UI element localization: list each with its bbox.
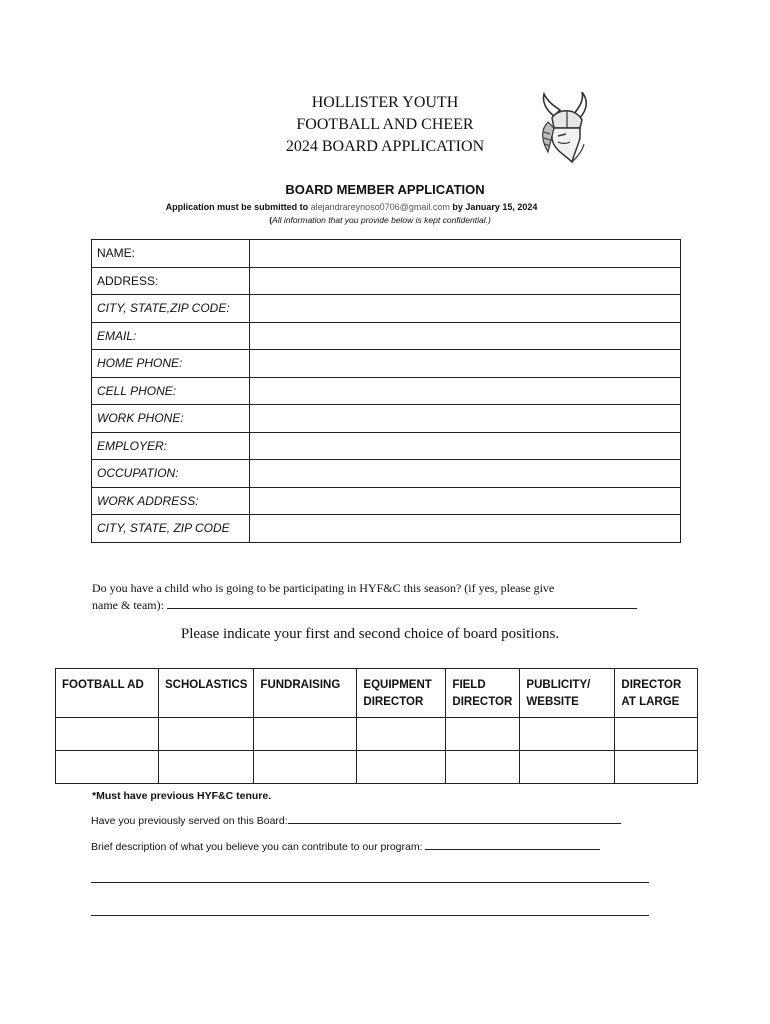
child-name-team-field[interactable] xyxy=(167,596,637,609)
choice-cell[interactable] xyxy=(254,751,357,784)
field-value-cell-phone[interactable] xyxy=(250,377,681,405)
choice-cell[interactable] xyxy=(159,718,254,751)
contribution-answer-line-1[interactable] xyxy=(91,882,649,883)
position-header-field-director xyxy=(446,669,520,718)
served-answer-field[interactable] xyxy=(288,813,621,824)
position-header-fundraising xyxy=(254,669,357,718)
served-question xyxy=(91,813,621,827)
choice-cell[interactable] xyxy=(446,751,520,784)
field-label-address: ADDRESS: xyxy=(92,267,250,295)
table-row xyxy=(92,460,681,488)
table-row xyxy=(92,405,681,433)
served-question-label: Have you previously served on this Board: xyxy=(91,815,288,827)
choice-cell[interactable] xyxy=(56,718,159,751)
contribution-question-label: Brief description of what you believe you can contribute to our program: xyxy=(91,841,423,853)
choice-row-2 xyxy=(56,751,698,784)
position-header-text: DIRECTOR xyxy=(363,696,424,708)
position-header-text: WEBSITE xyxy=(526,696,579,708)
field-value-work-phone[interactable] xyxy=(250,405,681,433)
field-value-home-phone[interactable] xyxy=(250,350,681,378)
table-row xyxy=(92,377,681,405)
contribution-answer-line-2[interactable] xyxy=(91,915,649,916)
viking-helmet-logo xyxy=(534,92,594,164)
choice-cell[interactable] xyxy=(615,718,698,751)
child-participation-question xyxy=(92,580,652,613)
position-header-director-at-large xyxy=(615,669,698,718)
choice-cell[interactable] xyxy=(159,751,254,784)
position-header-scholastics xyxy=(159,669,254,718)
submission-email-link[interactable]: alejandrareynoso0706@gmail.com xyxy=(310,202,450,212)
position-header-text: FUNDRAISING xyxy=(260,679,341,691)
field-value-employer[interactable] xyxy=(250,432,681,460)
board-positions-table xyxy=(55,668,698,784)
field-label-cell-phone: CELL PHONE: xyxy=(92,377,250,405)
field-label-work-phone: WORK PHONE: xyxy=(92,405,250,433)
application-subtitle: BOARD MEMBER APPLICATION xyxy=(285,182,485,197)
positions-heading: Please indicate your first and second choice of board positions. xyxy=(180,626,560,642)
field-label-name: NAME: xyxy=(92,240,250,268)
position-header-equipment-director xyxy=(357,669,446,718)
field-value-work-city-state-zip[interactable] xyxy=(250,515,681,543)
choice-cell[interactable] xyxy=(254,718,357,751)
confidentiality-note xyxy=(0,215,760,225)
submission-suffix: by January 15, 2024 xyxy=(449,202,538,212)
field-value-address[interactable] xyxy=(250,267,681,295)
field-label-work-address: WORK ADDRESS: xyxy=(92,487,250,515)
field-label-email: EMAIL: xyxy=(92,322,250,350)
title-line-3: 2024 BOARD APPLICATION xyxy=(285,138,485,155)
field-label-city-state-zip: CITY, STATE,ZIP CODE: xyxy=(92,295,250,323)
submission-instructions xyxy=(0,202,703,212)
contribution-answer-field[interactable] xyxy=(425,839,600,850)
confidentiality-close: ) xyxy=(487,215,491,225)
field-value-name[interactable] xyxy=(250,240,681,268)
field-value-email[interactable] xyxy=(250,322,681,350)
field-value-work-address[interactable] xyxy=(250,487,681,515)
choice-cell[interactable] xyxy=(56,751,159,784)
positions-header-row xyxy=(56,669,698,718)
position-header-text: PUBLICITY/ xyxy=(526,679,591,691)
position-header-football-ad xyxy=(56,669,159,718)
table-row xyxy=(92,322,681,350)
position-header-publicity-website xyxy=(520,669,615,718)
table-row xyxy=(92,515,681,543)
choice-cell[interactable] xyxy=(520,718,615,751)
position-header-text: AT LARGE xyxy=(621,696,680,708)
position-header-text: DIRECTOR xyxy=(621,679,682,691)
choice-row-1 xyxy=(56,718,698,751)
table-row xyxy=(92,487,681,515)
child-question-prefix: name & team): xyxy=(92,598,164,612)
position-header-text: DIRECTOR xyxy=(452,696,513,708)
field-label-occupation: OCCUPATION: xyxy=(92,460,250,488)
choice-cell[interactable] xyxy=(357,718,446,751)
table-row xyxy=(92,295,681,323)
choice-cell[interactable] xyxy=(520,751,615,784)
position-header-text: SCHOLASTICS xyxy=(165,679,248,691)
child-question-line-1: Do you have a child who is going to be participating in HYF&C this season? (if yes, please give xyxy=(92,581,555,595)
field-label-work-city-state-zip: CITY, STATE, ZIP CODE xyxy=(92,515,250,543)
tenure-note: *Must have previous HYF&C tenure. xyxy=(92,790,272,802)
form-title-block xyxy=(0,92,770,158)
choice-cell[interactable] xyxy=(615,751,698,784)
field-value-city-state-zip[interactable] xyxy=(250,295,681,323)
field-value-occupation[interactable] xyxy=(250,460,681,488)
confidentiality-text: All information that you provide below is kept confidential. xyxy=(272,215,488,225)
applicant-info-table xyxy=(91,239,681,543)
field-label-home-phone: HOME PHONE: xyxy=(92,350,250,378)
field-label-employer: EMPLOYER: xyxy=(92,432,250,460)
contribution-question xyxy=(91,839,600,853)
title-line-2: FOOTBALL AND CHEER xyxy=(296,116,474,133)
table-row xyxy=(92,350,681,378)
confidentiality-open: ( xyxy=(269,215,273,225)
choice-cell[interactable] xyxy=(446,718,520,751)
position-header-text: EQUIPMENT xyxy=(363,679,432,691)
submission-prefix: Application must be submitted to xyxy=(165,202,311,212)
child-question-line-2 xyxy=(92,596,652,613)
title-line-1: HOLLISTER YOUTH xyxy=(311,94,459,111)
position-header-text: FOOTBALL AD xyxy=(62,679,144,691)
table-row xyxy=(92,432,681,460)
position-header-text: FIELD xyxy=(452,679,486,691)
choice-cell[interactable] xyxy=(357,751,446,784)
table-row xyxy=(92,267,681,295)
table-row xyxy=(92,240,681,268)
